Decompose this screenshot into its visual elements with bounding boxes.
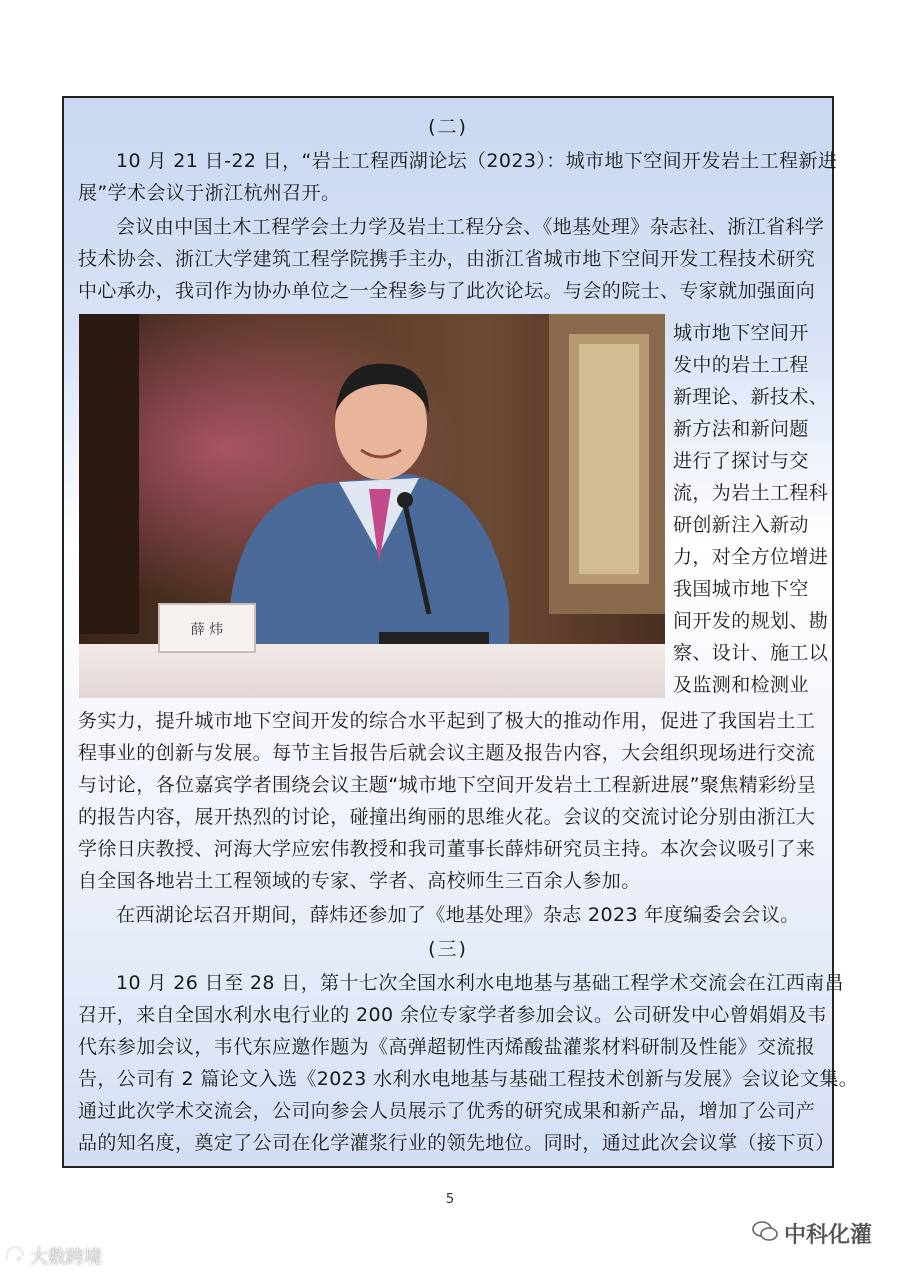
side-line: 力，对全方位增进 [673, 546, 829, 568]
paragraph-line: 技术协会、浙江大学建筑工程学院携手主办，由浙江省城市地下空间开发工程技术研究 [78, 248, 816, 270]
side-line: 研创新注入新动 [673, 514, 809, 536]
paragraph-line: 展”学术会议于浙江杭州召开。 [78, 182, 341, 204]
paragraph-line: 10 月 21 日-22 日，“岩土工程西湖论坛（2023）：城市地下空间开发岩土工程新进 [116, 150, 838, 172]
article-panel [62, 96, 859, 1168]
side-line: 新方法和新问题 [673, 418, 809, 440]
paragraph-line: 品的知名度，奠定了公司在化学灌浆行业的领先地位。同时，通过此次会议掌（接下页） [78, 1132, 835, 1154]
paragraph-line: 召开，来自全国水利水电行业的 200 余位专家学者参加会议。公司研发中心曾娟娟及韦 [78, 1004, 827, 1026]
paragraph-line: 自全国各地岩土工程领域的专家、学者、高校师生三百余人参加。 [78, 870, 641, 892]
section-3-heading: (三) [428, 938, 468, 960]
paragraph-line: 代东参加会议，韦代东应邀作题为《高弹超韧性丙烯酸盐灌浆材料研制及性能》交流报 [78, 1036, 816, 1058]
side-line: 流，为岩土工程科 [673, 482, 829, 504]
side-line: 城市地下空间开 [673, 322, 809, 344]
paragraph-line: 在西湖论坛召开期间，薛炜还参加了《地基处理》杂志 2023 年度编委会会议。 [116, 904, 800, 926]
side-line: 新理论、新技术、 [673, 386, 829, 408]
paragraph-line: 告，公司有 2 篇论文入选《2023 水利水电地基与基础工程技术创新与发展》会议论文集。 [78, 1068, 859, 1090]
side-line: 间开发的规划、勘 [673, 610, 829, 632]
paragraph-line: 程事业的创新与发展。每节主旨报告后就会议主题及报告内容，大会组织现场进行交流 [78, 742, 816, 764]
side-line: 及监测和检测业 [673, 674, 809, 696]
conference-speaker-photo [79, 314, 665, 698]
side-line: 我国城市地下空 [673, 578, 809, 600]
page-number: 5 [445, 1192, 455, 1207]
watermark-right-text: 中科化灌 [784, 1223, 873, 1248]
paragraph-line: 中心承办，我司作为协办单位之一全程参与了此次论坛。与会的院士、专家就加强面向 [78, 280, 816, 302]
wechat-icon [752, 1220, 778, 1248]
watermark-right [752, 1218, 872, 1249]
paragraph-line: 会议由中国土木工程学会土力学及岩土工程分会、《地基处理》杂志社、浙江省科学 [116, 216, 825, 238]
side-line: 进行了探讨与交 [673, 450, 809, 472]
brand-logo-icon [4, 1244, 26, 1269]
paragraph-line: 的报告内容，展开热烈的讨论，碰撞出绚丽的思维火花。会议的交流讨论分别由浙江大 [78, 806, 816, 828]
side-line: 察、设计、施工以 [673, 642, 829, 664]
paragraph-line: 与讨论，各位嘉宾学者围绕会议主题“城市地下空间开发岩土工程新进展”聚焦精彩纷呈 [78, 774, 817, 796]
watermark-left-text: 大数跨境 [30, 1247, 102, 1268]
watermark-left [4, 1243, 102, 1269]
section-2-heading: (二) [428, 116, 468, 138]
paragraph-line: 学徐日庆教授、河海大学应宏伟教授和我司董事长薛炜研究员主持。本次会议吸引了来 [78, 838, 816, 860]
paragraph-line: 务实力，提升城市地下空间开发的综合水平起到了极大的推动作用，促进了我国岩土工 [78, 710, 816, 732]
paragraph-line: 10 月 26 日至 28 日，第十七次全国水利水电地基与基础工程学术交流会在江西南昌 [116, 972, 844, 994]
side-line: 发中的岩土工程 [673, 354, 809, 376]
paragraph-line: 通过此次学术交流会，公司向参会人员展示了优秀的研究成果和新产品，增加了公司产 [78, 1100, 816, 1122]
nameplate-text: 薛 炜 [190, 622, 224, 638]
